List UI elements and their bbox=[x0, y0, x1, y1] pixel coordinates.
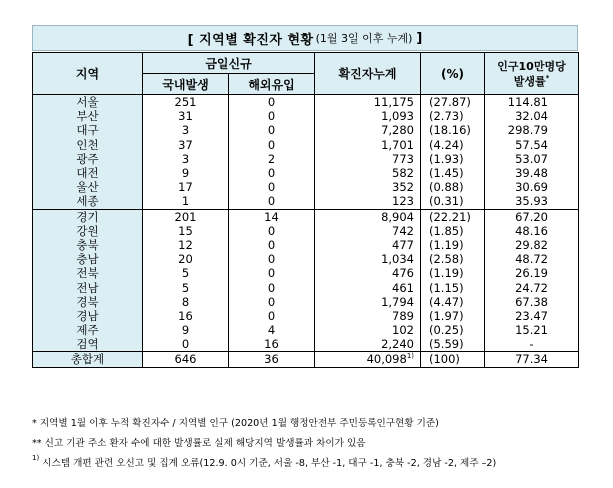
table-row bbox=[33, 266, 579, 280]
cell-percent: (0.31) bbox=[421, 194, 485, 209]
cell-cumulative: 40,098$^{1)}$ bbox=[315, 352, 421, 367]
header-region: 지역 bbox=[33, 53, 143, 95]
cell-region: 검역 bbox=[33, 337, 143, 352]
cell-cumulative: 7,280 bbox=[315, 123, 421, 137]
header-cumulative: 확진자누계 bbox=[315, 53, 421, 95]
cell-percent: (2.73) bbox=[421, 109, 485, 123]
cell-region: 경남 bbox=[33, 309, 143, 323]
cell-region: 경기 bbox=[33, 209, 143, 224]
cell-percent: (5.59) bbox=[421, 337, 485, 352]
table-row bbox=[33, 109, 579, 123]
cell-rate: 67.38 bbox=[485, 295, 579, 309]
cell-overseas: 36 bbox=[229, 352, 315, 367]
table-row bbox=[33, 209, 579, 224]
cell-overseas: 0 bbox=[229, 266, 315, 280]
cell-overseas: 0 bbox=[229, 95, 315, 110]
header-new-cases: 금일신규 bbox=[143, 53, 315, 74]
regional-cases-table bbox=[32, 52, 579, 368]
cell-overseas: 0 bbox=[229, 238, 315, 252]
cell-rate: 39.48 bbox=[485, 166, 579, 180]
cell-cumulative: 476 bbox=[315, 266, 421, 280]
table-row bbox=[33, 252, 579, 266]
header-overseas: 해외유입 bbox=[229, 74, 315, 95]
cell-domestic: 0 bbox=[143, 337, 229, 352]
cell-region: 인천 bbox=[33, 138, 143, 152]
cell-region: 충남 bbox=[33, 252, 143, 266]
cell-domestic: 9 bbox=[143, 166, 229, 180]
table-row bbox=[33, 166, 579, 180]
cell-domestic: 8 bbox=[143, 295, 229, 309]
cell-cumulative: 742 bbox=[315, 224, 421, 238]
cell-percent: (4.24) bbox=[421, 138, 485, 152]
table-row bbox=[33, 323, 579, 337]
table-row bbox=[33, 238, 579, 252]
title-main: [ 지역별 확진자 현황 bbox=[187, 32, 314, 48]
cell-rate: 23.47 bbox=[485, 309, 579, 323]
cell-rate: 35.93 bbox=[485, 194, 579, 209]
cell-percent: (0.88) bbox=[421, 180, 485, 194]
title-subtitle: (1월 3일 이후 누계) bbox=[315, 32, 413, 45]
cell-overseas: 0 bbox=[229, 295, 315, 309]
cell-percent: (1.15) bbox=[421, 280, 485, 294]
header-domestic: 국내발생 bbox=[143, 74, 229, 95]
table-row bbox=[33, 295, 579, 309]
cell-rate: 53.07 bbox=[485, 152, 579, 166]
cell-domestic: 15 bbox=[143, 224, 229, 238]
cell-cumulative: 1,034 bbox=[315, 252, 421, 266]
cell-cumulative: 1,794 bbox=[315, 295, 421, 309]
cell-overseas: 14 bbox=[229, 209, 315, 224]
table-row bbox=[33, 337, 579, 352]
cell-overseas: 0 bbox=[229, 138, 315, 152]
note-double-asterisk: ** 신고 기관 주소 환자 수에 대한 발생률로 실제 해당지역 발생률과 차이가 있음 bbox=[32, 438, 366, 449]
cell-domestic: 201 bbox=[143, 209, 229, 224]
cell-percent: (4.47) bbox=[421, 295, 485, 309]
cell-region: 전남 bbox=[33, 280, 143, 294]
cell-percent: (1.85) bbox=[421, 224, 485, 238]
table-row bbox=[33, 123, 579, 137]
cell-percent: (27.87) bbox=[421, 95, 485, 110]
cell-overseas: 0 bbox=[229, 123, 315, 137]
cell-region: 울산 bbox=[33, 180, 143, 194]
header-percent: (%) bbox=[421, 53, 485, 95]
table-row bbox=[33, 138, 579, 152]
cell-overseas: 16 bbox=[229, 337, 315, 352]
cell-rate: 57.54 bbox=[485, 138, 579, 152]
cell-rate: 114.81 bbox=[485, 95, 579, 110]
footnote-mark: 1) bbox=[406, 352, 414, 361]
cell-overseas: 0 bbox=[229, 180, 315, 194]
note-footnote-1: $^{1)}$ 시스템 개편 관련 오신고 및 집계 오류(12.9. 0시 기준, 서울 -8, 부산 -1, 대구 -1, 충북 -2, 경남 -2, 제주 –2) bbox=[32, 454, 497, 469]
cell-domestic: 646 bbox=[143, 352, 229, 367]
cell-domestic: 5 bbox=[143, 280, 229, 294]
cell-percent: (2.58) bbox=[421, 252, 485, 266]
cell-cumulative: 123 bbox=[315, 194, 421, 209]
cell-region: 대구 bbox=[33, 123, 143, 137]
cell-percent: (1.19) bbox=[421, 266, 485, 280]
note-asterisk: * 지역별 1월 이후 누적 확진자수 / 지역별 인구 (2020년 1월 행정안전부 주민등록인구현황 기준) bbox=[32, 418, 439, 429]
cell-rate: 48.72 bbox=[485, 252, 579, 266]
cell-region: 대전 bbox=[33, 166, 143, 180]
title-bracket-end: ] bbox=[416, 30, 423, 46]
cell-region: 서울 bbox=[33, 95, 143, 110]
cell-domestic: 3 bbox=[143, 152, 229, 166]
cell-region: 경북 bbox=[33, 295, 143, 309]
cell-cumulative: 461 bbox=[315, 280, 421, 294]
cell-overseas: 0 bbox=[229, 280, 315, 294]
cell-rate: 32.04 bbox=[485, 109, 579, 123]
table-row bbox=[33, 95, 579, 110]
cell-domestic: 1 bbox=[143, 194, 229, 209]
cell-region: 세종 bbox=[33, 194, 143, 209]
cell-cumulative: 582 bbox=[315, 166, 421, 180]
header-rate-line1: 인구10만명당 bbox=[497, 59, 566, 73]
table-row bbox=[33, 152, 579, 166]
cell-domestic: 16 bbox=[143, 309, 229, 323]
cell-cumulative: 1,701 bbox=[315, 138, 421, 152]
footnotes bbox=[32, 414, 592, 474]
cell-cumulative: 789 bbox=[315, 309, 421, 323]
cell-region: 광주 bbox=[33, 152, 143, 166]
cell-percent: (1.19) bbox=[421, 238, 485, 252]
cell-overseas: 0 bbox=[229, 166, 315, 180]
table-row bbox=[33, 180, 579, 194]
cell-overseas: 0 bbox=[229, 309, 315, 323]
cell-percent: (1.97) bbox=[421, 309, 485, 323]
header-rate-mark: * bbox=[545, 73, 550, 82]
cell-cumulative: 11,175 bbox=[315, 95, 421, 110]
cell-cumulative: 477 bbox=[315, 238, 421, 252]
cell-overseas: 0 bbox=[229, 109, 315, 123]
cell-region: 부산 bbox=[33, 109, 143, 123]
header-rate bbox=[485, 53, 579, 95]
cell-overseas: 0 bbox=[229, 224, 315, 238]
cell-region: 전북 bbox=[33, 266, 143, 280]
table-row bbox=[33, 280, 579, 294]
table-row bbox=[33, 309, 579, 323]
cell-region: 제주 bbox=[33, 323, 143, 337]
cell-region: 충북 bbox=[33, 238, 143, 252]
cell-region: 총합계 bbox=[33, 352, 143, 367]
cell-rate: 298.79 bbox=[485, 123, 579, 137]
cell-region: 강원 bbox=[33, 224, 143, 238]
cell-domestic: 9 bbox=[143, 323, 229, 337]
cell-percent: (1.45) bbox=[421, 166, 485, 180]
cell-rate: 29.82 bbox=[485, 238, 579, 252]
cell-cumulative: 1,093 bbox=[315, 109, 421, 123]
cell-percent: (22.21) bbox=[421, 209, 485, 224]
cell-cumulative: 8,904 bbox=[315, 209, 421, 224]
table-title bbox=[32, 25, 578, 51]
cell-rate: 26.19 bbox=[485, 266, 579, 280]
cell-domestic: 31 bbox=[143, 109, 229, 123]
cell-domestic: 3 bbox=[143, 123, 229, 137]
cell-cumulative: 2,240 bbox=[315, 337, 421, 352]
cell-domestic: 37 bbox=[143, 138, 229, 152]
cell-percent: (1.93) bbox=[421, 152, 485, 166]
cell-domestic: 20 bbox=[143, 252, 229, 266]
cell-rate: 15.21 bbox=[485, 323, 579, 337]
cell-overseas: 0 bbox=[229, 252, 315, 266]
cell-domestic: 17 bbox=[143, 180, 229, 194]
cell-percent: (18.16) bbox=[421, 123, 485, 137]
cell-domestic: 5 bbox=[143, 266, 229, 280]
cell-rate: 67.20 bbox=[485, 209, 579, 224]
cell-overseas: 2 bbox=[229, 152, 315, 166]
cell-overseas: 0 bbox=[229, 194, 315, 209]
cell-domestic: 251 bbox=[143, 95, 229, 110]
cell-rate: 30.69 bbox=[485, 180, 579, 194]
cell-overseas: 4 bbox=[229, 323, 315, 337]
cell-cumulative: 102 bbox=[315, 323, 421, 337]
cell-percent: (0.25) bbox=[421, 323, 485, 337]
cell-cumulative: 352 bbox=[315, 180, 421, 194]
cell-rate: 24.72 bbox=[485, 280, 579, 294]
cell-rate: 48.16 bbox=[485, 224, 579, 238]
cell-rate: - bbox=[485, 337, 579, 352]
cell-percent: (100) bbox=[421, 352, 485, 367]
total-row bbox=[33, 352, 579, 367]
header-rate-line2: 발생률* bbox=[513, 73, 550, 88]
cell-cumulative: 773 bbox=[315, 152, 421, 166]
cell-domestic: 12 bbox=[143, 238, 229, 252]
table-row bbox=[33, 224, 579, 238]
table-row bbox=[33, 194, 579, 209]
cell-rate: 77.34 bbox=[485, 352, 579, 367]
